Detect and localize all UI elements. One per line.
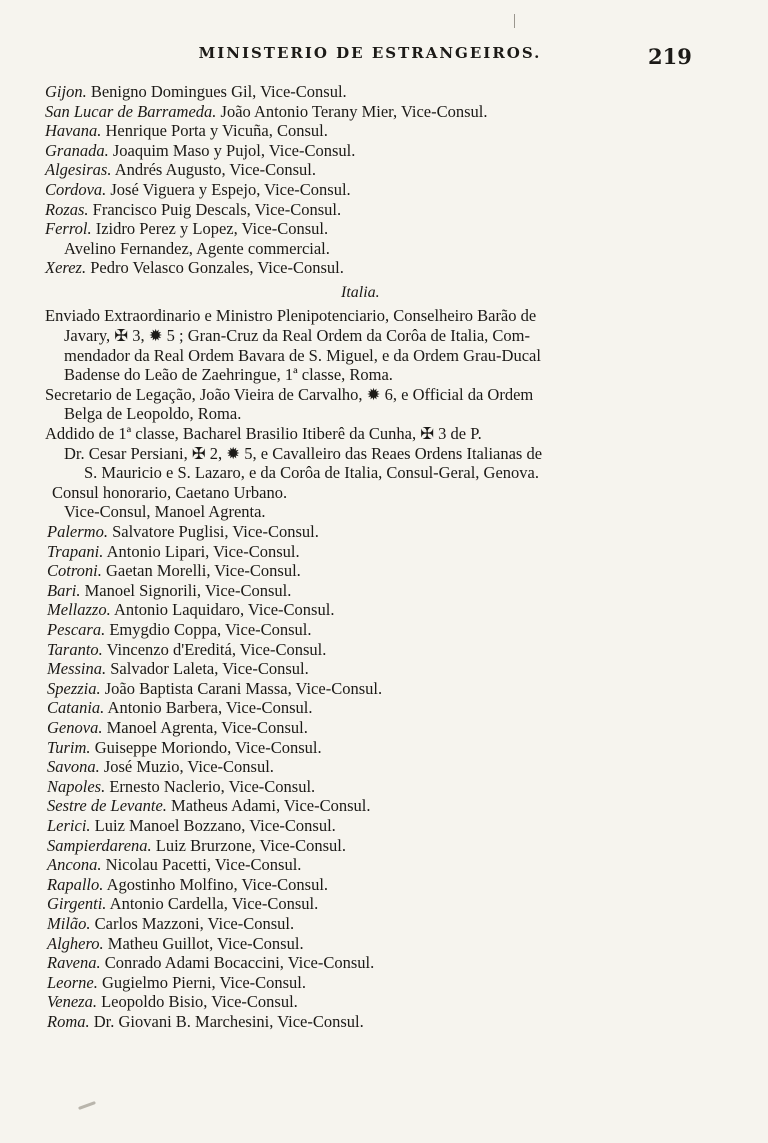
consul-entry	[47, 581, 291, 601]
legation-line: mendador da Real Ordem Bavara de S. Miguel, e da Ordem Grau-Ducal	[64, 345, 541, 365]
entry-text: Avelino Fernandez, Agente commercial.	[64, 238, 330, 258]
entry-text: Salvador Laleta, Vice-Consul.	[110, 659, 309, 679]
entry-text: Guiseppe Moriondo, Vice-Consul.	[94, 737, 322, 757]
consul-entry	[47, 542, 300, 562]
running-header: MINISTERIO DE ESTRANGEIROS.	[198, 44, 542, 62]
consul-entry	[47, 698, 312, 718]
consul-entry	[47, 561, 301, 581]
place-name: Roma.	[47, 1012, 90, 1032]
entry-text: José Muzio, Vice-Consul.	[103, 757, 274, 777]
place-name: Messina.	[47, 659, 107, 679]
consul-entry	[47, 738, 322, 758]
place-name: Ravena.	[47, 953, 101, 973]
consul-entry	[47, 600, 334, 620]
consul-entry	[47, 973, 306, 993]
place-name: Palermo.	[47, 522, 108, 542]
place-name: Leorne.	[47, 972, 98, 992]
place-name: Spezzia.	[47, 678, 101, 698]
place-name: Gijon.	[45, 82, 87, 101]
legation-line: Belga de Leopoldo, Roma.	[64, 404, 242, 424]
place-name: Taranto.	[47, 639, 103, 659]
legation-line: Addido de 1ª classe, Bacharel Brasilio Itiberê da Cunha, ✠ 3 de P.	[45, 424, 482, 444]
entry-text: Nicolau Pacetti, Vice-Consul.	[105, 855, 302, 875]
consul-entry	[47, 796, 370, 816]
consul-entry	[47, 992, 298, 1012]
entry-text: Antonio Cardella, Vice-Consul.	[109, 894, 319, 914]
consul-entry	[47, 816, 336, 836]
place-name: Algesiras.	[45, 160, 112, 180]
entry-text: Francisco Puig Descals, Vice-Consul.	[92, 199, 342, 219]
place-name: Veneza.	[47, 992, 97, 1012]
place-name: Alghero.	[47, 933, 104, 953]
consul-entry	[45, 200, 341, 220]
entry-text: Carlos Mazzoni, Vice-Consul.	[94, 914, 295, 934]
consul-entry	[47, 934, 304, 954]
consul-entry	[45, 180, 351, 200]
place-name: Mellazzo.	[47, 600, 111, 620]
consul-entry	[47, 914, 294, 934]
entry-text: Conrado Adami Bocaccini, Vice-Consul.	[104, 953, 375, 973]
place-name: Pescara.	[47, 620, 106, 640]
consul-entry	[47, 679, 382, 699]
entry-text: Emygdio Coppa, Vice-Consul.	[109, 620, 312, 640]
section-title: Italia.	[341, 284, 380, 301]
ink-smudge	[78, 1101, 96, 1110]
place-name: Genova.	[47, 718, 103, 738]
consul-entry	[47, 620, 312, 640]
place-name: Sestre de Levante.	[47, 796, 167, 816]
consul-entry	[47, 836, 346, 856]
place-name: San Lucar de Barrameda.	[45, 101, 217, 121]
place-name: Xerez.	[45, 258, 87, 278]
entry-text: José Viguera y Espejo, Vice-Consul.	[110, 180, 351, 199]
legation-line: Dr. Cesar Persiani, ✠ 2, ✹ 5, e Cavalleiro das Reaes Ordens Italianas de	[64, 443, 543, 463]
place-name: Ancona.	[47, 855, 102, 875]
entry-text: Pedro Velasco Gonzales, Vice-Consul.	[90, 258, 344, 278]
entry-text: Vincenzo d'Ereditá, Vice-Consul.	[106, 639, 327, 659]
place-name: Napoles.	[47, 776, 106, 796]
entry-text: Manoel Signorili, Vice-Consul.	[84, 580, 292, 600]
consul-entry	[47, 522, 319, 542]
consul-entry	[47, 855, 301, 875]
consul-entry	[45, 160, 316, 180]
consul-entry	[47, 777, 315, 797]
place-name: Cordova.	[45, 180, 107, 199]
consul-entry	[45, 141, 355, 161]
place-name: Cotroni.	[47, 561, 102, 581]
consul-entry	[64, 239, 330, 259]
entry-text: Antonio Barbera, Vice-Consul.	[107, 698, 313, 718]
place-name: Rozas.	[45, 199, 89, 219]
entry-text: Manoel Agrenta, Vice-Consul.	[106, 718, 308, 738]
place-name: Girgenti.	[47, 894, 107, 914]
consul-entry	[45, 102, 488, 122]
place-name: Rapallo.	[47, 874, 104, 894]
legation-line: Javary, ✠ 3, ✹ 5 ; Gran-Cruz da Real Ordem da Corôa de Italia, Com-	[64, 326, 530, 346]
entry-text: Salvatore Puglisi, Vice-Consul.	[112, 522, 319, 542]
consul-entry	[47, 875, 328, 895]
consul-entry	[45, 219, 328, 239]
consul-entry	[47, 894, 318, 914]
place-name: Lerici.	[47, 816, 91, 836]
entry-text: Dr. Giovani B. Marchesini, Vice-Consul.	[93, 1012, 364, 1032]
legation-line: S. Mauricio e S. Lazaro, e da Corôa de Italia, Consul-Geral, Genova.	[84, 463, 539, 483]
legation-line: Vice-Consul, Manoel Agrenta.	[64, 502, 266, 522]
page-number: 219	[648, 44, 692, 69]
consul-entry	[45, 82, 347, 102]
entry-text: Antonio Lipari, Vice-Consul.	[106, 541, 300, 561]
entry-text: Izidro Perez y Lopez, Vice-Consul.	[95, 219, 329, 239]
entry-text: Gaetan Morelli, Vice-Consul.	[105, 561, 301, 581]
consul-entry	[47, 953, 374, 973]
legation-line: Badense do Leão de Zaehringue, 1ª classe, Roma.	[64, 365, 393, 385]
place-name: Catania.	[47, 698, 105, 718]
consul-entry	[47, 757, 274, 777]
place-name: Bari.	[47, 580, 81, 600]
entry-text: Matheu Guillot, Vice-Consul.	[107, 933, 304, 953]
entry-text: Andrés Augusto, Vice-Consul.	[114, 160, 316, 180]
entry-text: Agostinho Molfino, Vice-Consul.	[106, 874, 329, 894]
entry-text: Joaquim Maso y Pujol, Vice-Consul.	[112, 140, 356, 160]
consul-entry	[47, 659, 309, 679]
entry-text: Matheus Adami, Vice-Consul.	[171, 796, 371, 816]
place-name: Sampierdarena.	[47, 835, 152, 855]
place-name: Milão.	[47, 914, 91, 934]
place-name: Granada.	[45, 140, 109, 160]
consul-entry	[45, 121, 328, 141]
legation-line: Consul honorario, Caetano Urbano.	[52, 482, 288, 502]
entry-text: Luiz Manoel Bozzano, Vice-Consul.	[94, 816, 336, 836]
place-name: Ferrol.	[45, 219, 92, 239]
legation-line: Enviado Extraordinario e Ministro Plenipotenciario, Conselheiro Barão de	[45, 306, 537, 326]
entry-text: Henrique Porta y Vicuña, Consul.	[105, 121, 328, 141]
entry-text: João Baptista Carani Massa, Vice-Consul.	[104, 678, 383, 698]
place-name: Turim.	[47, 737, 91, 757]
margin-mark	[514, 14, 515, 28]
entry-text: Ernesto Naclerio, Vice-Consul.	[109, 776, 316, 796]
entry-text: Gugielmo Pierni, Vice-Consul.	[102, 972, 307, 992]
entry-text: Leopoldo Bisio, Vice-Consul.	[101, 992, 298, 1012]
consul-entry	[47, 640, 326, 660]
entry-text: Benigno Domingues Gil, Vice-Consul.	[90, 82, 347, 101]
legation-line: Secretario de Legação, João Vieira de Carvalho, ✹ 6, e Official da Ordem	[45, 384, 534, 404]
entry-text: Antonio Laquidaro, Vice-Consul.	[113, 600, 335, 620]
place-name: Havana.	[45, 121, 102, 141]
consul-entry	[47, 1012, 364, 1032]
consul-entry	[45, 258, 344, 278]
place-name: Trapani.	[47, 541, 104, 561]
entry-text: João Antonio Terany Mier, Vice-Consul.	[220, 101, 488, 121]
entry-text: Luiz Brurzone, Vice-Consul.	[155, 835, 347, 855]
consul-entry	[47, 718, 308, 738]
place-name: Savona.	[47, 757, 100, 777]
